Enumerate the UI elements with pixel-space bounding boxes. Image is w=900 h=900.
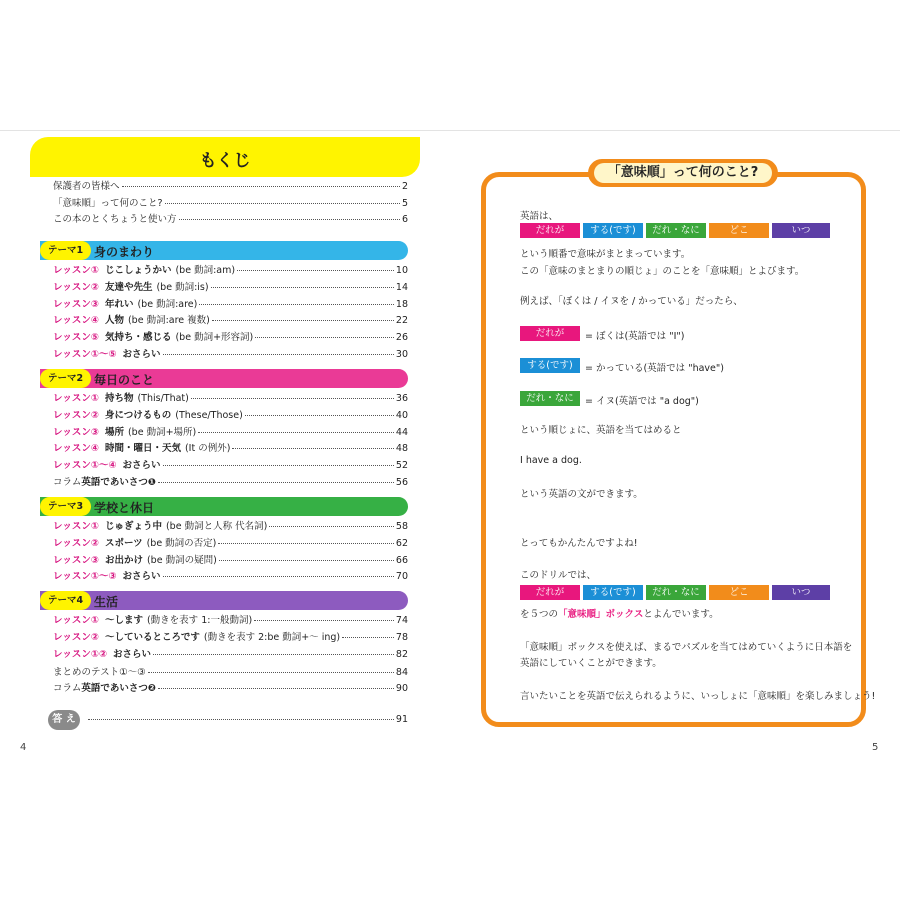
toc-lesson-label: レッスン③ [53, 555, 99, 566]
toc-entry-grammar: (be 動詞:are) [137, 299, 198, 310]
toc-lesson-entry [53, 298, 408, 312]
theme-name: 学校と休日 [94, 501, 155, 515]
toc-lesson-entry [53, 348, 408, 362]
theme-name: 生活 [94, 595, 119, 609]
toc-lesson-label: この本のとくちょうと使い方 [53, 214, 177, 225]
toc-page-number: 14 [395, 282, 408, 293]
toc-entry-grammar: (It の例外) [184, 443, 231, 454]
toc-leader-dots [148, 671, 394, 673]
explanation-heading [588, 159, 778, 187]
toc-entry-title: おさらい [122, 460, 161, 471]
toc-entry-title: スポーツ [104, 538, 143, 549]
drill-box-when: いつ [772, 585, 830, 600]
toc-leader-dots [163, 575, 394, 577]
toc-lesson-label: レッスン② [53, 632, 99, 643]
box-where: どこ [709, 223, 769, 238]
toc-entry-grammar: (be 動詞の疑問) [146, 555, 217, 566]
toc-test-entry [53, 666, 408, 680]
toc-entry-grammar: (These/Those) [175, 410, 243, 421]
toc-entry-title: ～しているところです [104, 632, 200, 643]
theme-tag: テーマ4 [40, 591, 91, 610]
toc-entry-grammar: (be 動詞と人称 代名詞) [165, 521, 268, 532]
box-do: する(です) [583, 223, 643, 238]
toc-lesson-entry [53, 264, 408, 278]
text-line-5: という順じょに、英語を当てはめると [520, 425, 682, 436]
toc-entry-title: 持ち物 [104, 393, 134, 404]
toc-entry-grammar: (be 動詞:am) [175, 265, 236, 276]
toc-column-entry [53, 682, 408, 696]
toc-page-number: 62 [395, 538, 408, 549]
toc-lesson-label: レッスン⑤ [53, 332, 99, 343]
toc-lesson-label: レッスン③ [53, 427, 99, 438]
toc-leader-dots [254, 619, 394, 621]
toc-entry-grammar: (be 動詞:are 複数) [127, 315, 210, 326]
toc-lesson-entry [53, 409, 408, 423]
toc-intro-entry [53, 197, 408, 211]
toc-entry-title: お出かけ [104, 555, 143, 566]
theme-tag: テーマ3 [40, 497, 91, 516]
toc-entry-title: じゅぎょう中 [104, 521, 162, 532]
drill-box-what: だれ・なに [646, 585, 706, 600]
toc-page-number: 44 [395, 427, 408, 438]
toc-entry-title: 身につけるもの [104, 410, 172, 421]
toc-entry-title: 気持ち・感じる [104, 332, 172, 343]
toc-page-number: 40 [395, 410, 408, 421]
toc-leader-dots [245, 414, 394, 416]
toc-leader-dots [163, 353, 394, 355]
toc-lesson-entry [53, 614, 408, 628]
drill-box-where: どこ [709, 585, 769, 600]
toc-lesson-label: レッスン①～⑤ [53, 349, 117, 360]
toc-entry-grammar: (動きを表す 2:be 動詞+～ ing) [203, 632, 341, 643]
toc-entry-title: おさらい [122, 571, 161, 582]
toc-lesson-label: 「意味順」って何のこと? [53, 198, 163, 209]
text-line-10 [520, 606, 719, 620]
theme-tag: テーマ2 [40, 369, 91, 388]
toc-entry-title: 英語であいさつ❶ [81, 477, 156, 488]
toc-leader-dots [199, 303, 394, 305]
toc-page-number: 56 [395, 477, 408, 488]
toc-lesson-label: レッスン①～③ [53, 571, 117, 582]
text-line-2: という順番で意味がまとまっています。 [520, 249, 691, 260]
example-line-what: = イヌ(英語では "a dog") [585, 396, 699, 407]
toc-leader-dots [219, 559, 394, 561]
theme-bar [40, 497, 408, 516]
toc-leader-dots [232, 447, 393, 449]
theme-tag: テーマ1 [40, 241, 91, 260]
explanation-heading-text: 「意味順」って何のこと? [594, 163, 772, 183]
toc-lesson-entry [53, 537, 408, 551]
toc-entry-title: 友達や先生 [104, 282, 153, 293]
toc-page-number: 58 [395, 521, 408, 532]
toc-intro-entry [53, 213, 408, 227]
toc-lesson-label: コラム [53, 683, 82, 694]
text-line-1: 英語は、 [520, 211, 559, 222]
toc-lesson-entry [53, 476, 408, 490]
toc-leader-dots [158, 481, 394, 483]
toc-page-number: 84 [395, 667, 408, 678]
example-line-do: = かっている(英語では "have") [585, 363, 724, 374]
toc-page-number: 22 [395, 315, 408, 326]
toc-leader-dots [237, 269, 394, 271]
toc-page-number: 66 [395, 555, 408, 566]
theme-bar [40, 591, 408, 610]
toc-entry-title: 年れい [104, 299, 134, 310]
toc-leader-dots [165, 202, 400, 204]
toc-entry-grammar: (be 動詞+形容詞) [175, 332, 254, 343]
imijun-box-term: 「意味順」ボックス [558, 609, 644, 620]
left-page-number: 4 [20, 742, 27, 753]
toc-page-number: 6 [401, 214, 408, 225]
text-line-10a: を５つの [520, 609, 559, 620]
text-line-10c: とよんでいます。 [643, 609, 719, 620]
text-line-7: という英語の文ができます。 [520, 489, 643, 500]
text-line-13: 言いたいことを英語で伝えられるように、いっしょに「意味順」を楽しみましょう! [520, 691, 876, 702]
toc-leader-dots [158, 687, 394, 689]
toc-lesson-label: レッスン④ [53, 443, 99, 454]
toc-leader-dots [179, 218, 400, 220]
toc-page-number: 78 [395, 632, 408, 643]
toc-lesson-entry [53, 426, 408, 440]
toc-entry-title: 場所 [104, 427, 124, 438]
right-page-number: 5 [872, 742, 879, 753]
text-line-11: 「意味順」ボックスを使えば、まるでパズルを当てはめていくように日本語を [520, 642, 853, 653]
toc-lesson-label: レッスン④ [53, 315, 99, 326]
toc-entry-grammar: (This/That) [137, 393, 189, 404]
toc-leader-dots [153, 653, 394, 655]
drill-box-who: だれが [520, 585, 580, 600]
example-box-what: だれ・なに [520, 391, 580, 406]
toc-lesson-label: 保護者の皆様へ [53, 181, 120, 192]
toc-entry-title: ～します [104, 615, 143, 626]
toc-entry-title: 人物 [104, 315, 124, 326]
toc-page-number: 91 [395, 714, 408, 725]
toc-leader-dots [163, 464, 394, 466]
box-who: だれが [520, 223, 580, 238]
toc-lesson-entry [53, 648, 408, 662]
toc-leader-dots [342, 636, 394, 638]
toc-lesson-entry [53, 570, 408, 584]
toc-page-number: 10 [395, 265, 408, 276]
toc-entry-title: おさらい [122, 349, 161, 360]
toc-entry-title: じこしょうかい [104, 265, 172, 276]
toc-entry-grammar: (be 動詞+場所) [127, 427, 197, 438]
theme-bar [40, 241, 408, 260]
toc-lesson-label: レッスン② [53, 538, 99, 549]
toc-lesson-entry [53, 554, 408, 568]
example-box-who: だれが [520, 326, 580, 341]
toc-page-number: 5 [401, 198, 408, 209]
text-line-12: 英語にしていくことができます。 [520, 658, 662, 669]
toc-leader-dots [88, 718, 394, 720]
toc-lesson-entry [53, 459, 408, 473]
toc-lesson-label: コラム [53, 477, 82, 488]
example-box-do: する(です) [520, 358, 580, 373]
text-line-8: とってもかんたんですよね! [520, 538, 638, 549]
box-what: だれ・なに [646, 223, 706, 238]
toc-page-number: 2 [401, 181, 408, 192]
toc-page-number: 48 [395, 443, 408, 454]
toc-header [30, 137, 420, 177]
toc-page-number: 30 [395, 349, 408, 360]
box-when: いつ [772, 223, 830, 238]
toc-page-number: 70 [395, 571, 408, 582]
toc-entry-title: 時間・曜日・天気 [104, 443, 181, 454]
toc-leader-dots [191, 397, 394, 399]
text-line-4: 例えば、「ぼくは / イヌを / かっている」だったら、 [520, 296, 743, 307]
toc-leader-dots [212, 319, 394, 321]
toc-entry-grammar: (be 動詞:is) [156, 282, 209, 293]
toc-lesson-label: レッスン① [53, 615, 99, 626]
toc-leader-dots [211, 286, 394, 288]
toc-lesson-entry [53, 631, 408, 645]
toc-entry-grammar: (動きを表す 1:一般動詞) [146, 615, 253, 626]
page-top-edge [0, 130, 900, 131]
toc-page-number: 26 [395, 332, 408, 343]
toc-page-number: 36 [395, 393, 408, 404]
toc-lesson-label: レッスン② [53, 410, 99, 421]
drill-box-do: する(です) [583, 585, 643, 600]
toc-page-number: 74 [395, 615, 408, 626]
toc-entry-title: 英語であいさつ❷ [81, 683, 156, 694]
theme-name: 身のまわり [94, 245, 155, 259]
toc-answers-entry [86, 713, 408, 727]
toc-page-number: 52 [395, 460, 408, 471]
text-line-9: このドリルでは、 [520, 570, 597, 581]
toc-intro-entry [53, 180, 408, 194]
toc-lesson-label: レッスン① [53, 393, 99, 404]
theme-name: 毎日のこと [94, 373, 155, 387]
toc-lesson-entry [53, 392, 408, 406]
toc-lesson-entry [53, 281, 408, 295]
toc-lesson-entry [53, 314, 408, 328]
toc-lesson-label: レッスン② [53, 282, 99, 293]
toc-entry-grammar: (be 動詞の否定) [146, 538, 217, 549]
toc-lesson-label: レッスン① [53, 521, 99, 532]
toc-lesson-label: レッスン①～④ [53, 460, 117, 471]
toc-page-number: 90 [395, 683, 408, 694]
example-line-who: = ぼくは(英語では "I") [585, 331, 685, 342]
toc-lesson-entry [53, 520, 408, 534]
toc-leader-dots [269, 525, 394, 527]
toc-lesson-entry [53, 331, 408, 345]
toc-lesson-entry [53, 442, 408, 456]
toc-entry-title: おさらい [113, 649, 152, 660]
toc-lesson-label: まとめのテスト①～③ [53, 667, 146, 678]
toc-leader-dots [198, 431, 394, 433]
toc-lesson-label: レッスン①② [53, 649, 107, 660]
toc-leader-dots [218, 542, 394, 544]
toc-leader-dots [255, 336, 394, 338]
toc-page-number: 18 [395, 299, 408, 310]
toc-page-number: 82 [395, 649, 408, 660]
toc-lesson-label: レッスン① [53, 265, 99, 276]
toc-title: もくじ [199, 151, 251, 171]
example-sentence: I have a dog. [520, 455, 582, 466]
theme-bar [40, 369, 408, 388]
text-line-3: この「意味のまとまりの順じょ」のことを「意味順」とよびます。 [520, 266, 805, 277]
toc-lesson-label: レッスン③ [53, 299, 99, 310]
toc-leader-dots [122, 185, 400, 187]
answers-badge: 答 え [48, 710, 80, 730]
